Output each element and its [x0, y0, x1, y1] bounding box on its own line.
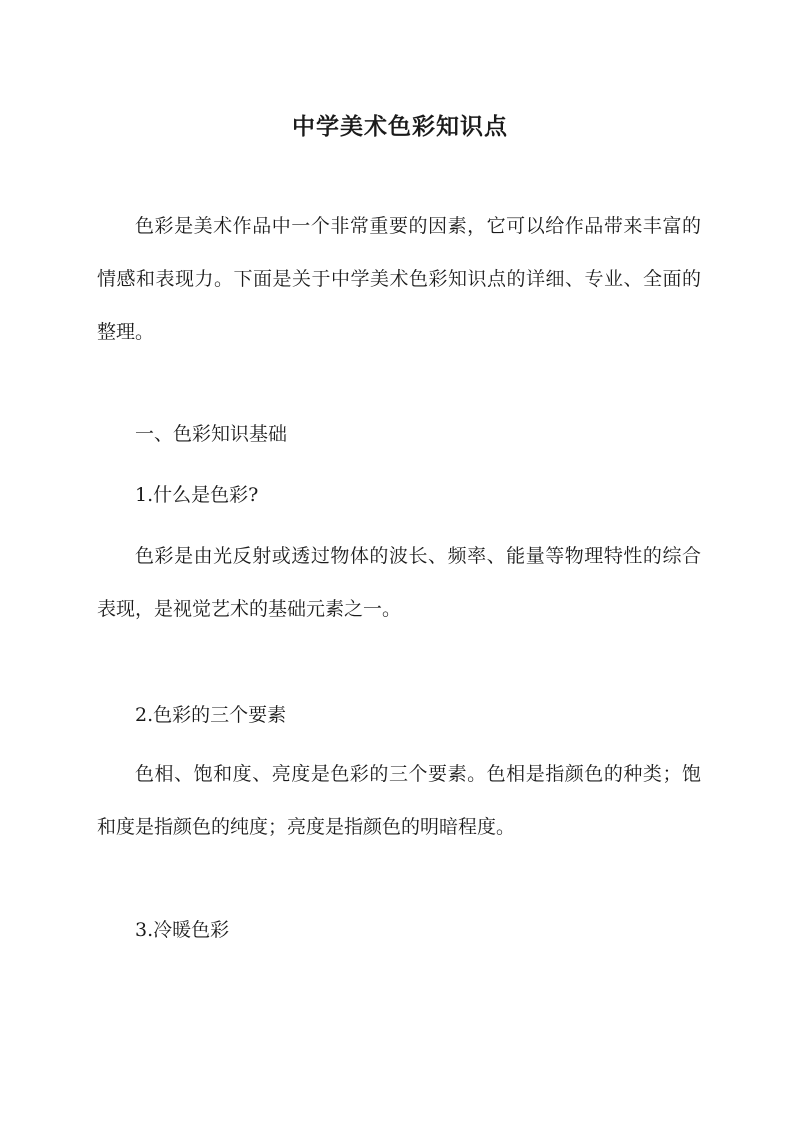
page-title: 中学美术色彩知识点: [292, 113, 508, 141]
section-heading: 一、色彩知识基础: [135, 423, 288, 445]
subsection-heading-3: 3.冷暖色彩: [135, 919, 230, 941]
subsection-paragraph-2: 色相、饱和度、亮度是色彩的三个要素。色相是指颜色的种类；饱和度是指颜色的纯度；亮度是指颜色的明暗程度。: [97, 763, 701, 838]
subsection-heading-2: 2.色彩的三个要素: [135, 704, 287, 726]
subsection-paragraph-1: 色彩是由光反射或透过物体的波长、频率、能量等物理特性的综合表现，是视觉艺术的基础元素之一。: [97, 545, 701, 620]
intro-paragraph: 色彩是美术作品中一个非常重要的因素，它可以给作品带来丰富的情感和表现力。下面是关于中学美术色彩知识点的详细、专业、全面的整理。: [97, 215, 701, 343]
subsection-heading-1: 1.什么是色彩?: [135, 484, 259, 506]
